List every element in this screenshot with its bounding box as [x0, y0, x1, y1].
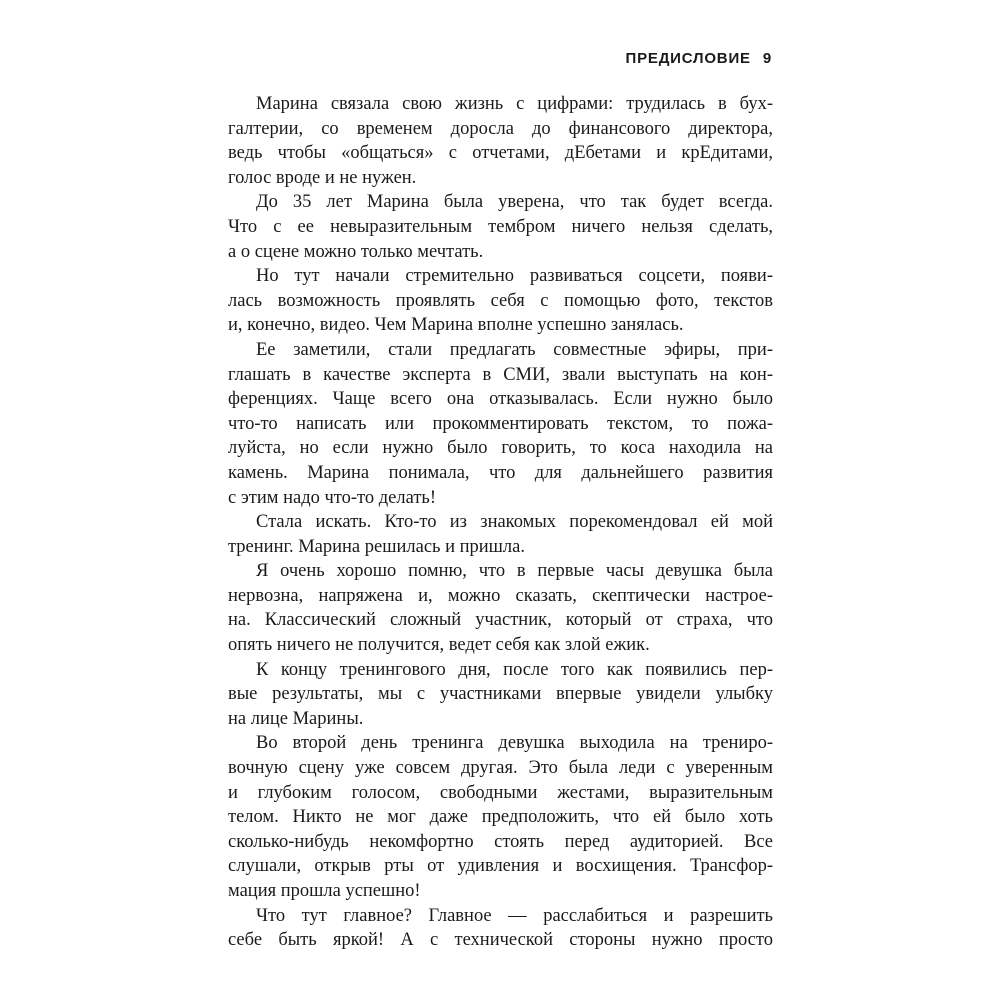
paragraph — [228, 731, 773, 903]
text-line: тренинг. Марина решилась и пришла. — [228, 536, 525, 557]
text-line: луйста, но если нужно было говорить, то коса находила на — [228, 438, 773, 459]
text-line: ференциях. Чаще всего она отказывалась. Если нужно было — [228, 389, 773, 410]
text-line: сколько-нибудь некомфортно стоять перед аудиторией. Все — [228, 831, 773, 852]
running-head — [626, 50, 773, 67]
text-line: с этим надо что-то делать! — [228, 487, 437, 508]
paragraph — [228, 264, 773, 338]
text-line: слушали, открыв рты от удивления и восхищения. Трансфор- — [228, 856, 773, 877]
text-line: Что с ее невыразительным тембром ничего нельзя сделать, — [228, 216, 773, 237]
text-line: До 35 лет Марина была уверена, что так будет всегда. — [256, 192, 773, 213]
text-line: и, конечно, видео. Чем Марина вполне успешно занялась. — [228, 315, 684, 336]
text-line: себе быть яркой! А с технической стороны нужно просто — [228, 930, 773, 951]
text-line: вочную сцену уже совсем другая. Это была леди с уверенным — [228, 758, 773, 779]
text-line: что-то написать или прокомментировать текстом, то пожа- — [228, 413, 773, 434]
text-line: на. Классический сложный участник, который от страха, что — [228, 610, 773, 631]
text-line: а о сцене можно только мечтать. — [228, 241, 484, 262]
paragraph — [228, 338, 773, 510]
text-line: нервозна, напряжена и, можно сказать, скептически настрое- — [228, 585, 773, 606]
text-line: голос вроде и не нужен. — [228, 167, 417, 188]
page-number: 9 — [762, 50, 772, 67]
section-title: ПРЕДИСЛОВИЕ — [625, 50, 751, 67]
text-line: телом. Никто не мог даже предположить, что ей было хоть — [228, 807, 773, 828]
text-line: вые результаты, мы с участниками впервые увидели улыбку — [228, 684, 773, 705]
text-line: на лице Марины. — [228, 708, 364, 729]
text-line: Что тут главное? Главное — расслабиться и разрешить — [256, 905, 773, 926]
text-line: Но тут начали стремительно развиваться соцсети, появи- — [256, 266, 773, 287]
text-line: мация прошла успешно! — [228, 881, 421, 901]
paragraph — [228, 510, 773, 559]
paragraph — [228, 904, 773, 953]
text-line: опять ничего не получится, ведет себя как злой ежик. — [228, 635, 650, 656]
text-line: камень. Марина понимала, что для дальнейшего развития — [228, 462, 773, 483]
paragraph — [228, 92, 773, 190]
text-line: ведь чтобы «общаться» с отчетами, дЕбетами и крЕдитами, — [228, 143, 773, 164]
paragraph — [228, 658, 773, 732]
text-line: Ее заметили, стали предлагать совместные эфиры, при- — [256, 339, 773, 360]
text-line: и глубоким голосом, свободными жестами, выразительным — [228, 782, 773, 803]
text-line: К концу тренингового дня, после того как появились пер- — [256, 659, 773, 680]
text-line: Во второй день тренинга девушка выходила на трениро- — [256, 733, 773, 754]
body-text — [228, 92, 773, 953]
text-line: Марина связала свою жизнь с цифрами: трудилась в бух- — [256, 94, 773, 114]
text-line: галтерии, со временем доросла до финансового директора, — [228, 118, 773, 139]
text-line: Я очень хорошо помню, что в первые часы девушка была — [256, 561, 773, 582]
paragraph — [228, 190, 773, 264]
text-line: лась возможность проявлять себя с помощью фото, текстов — [228, 290, 773, 311]
text-line: Стала искать. Кто-то из знакомых порекомендовал ей мой — [256, 512, 773, 533]
text-line: глашать в качестве эксперта в СМИ, звали выступать на кон- — [228, 364, 773, 385]
paragraph — [228, 559, 773, 657]
